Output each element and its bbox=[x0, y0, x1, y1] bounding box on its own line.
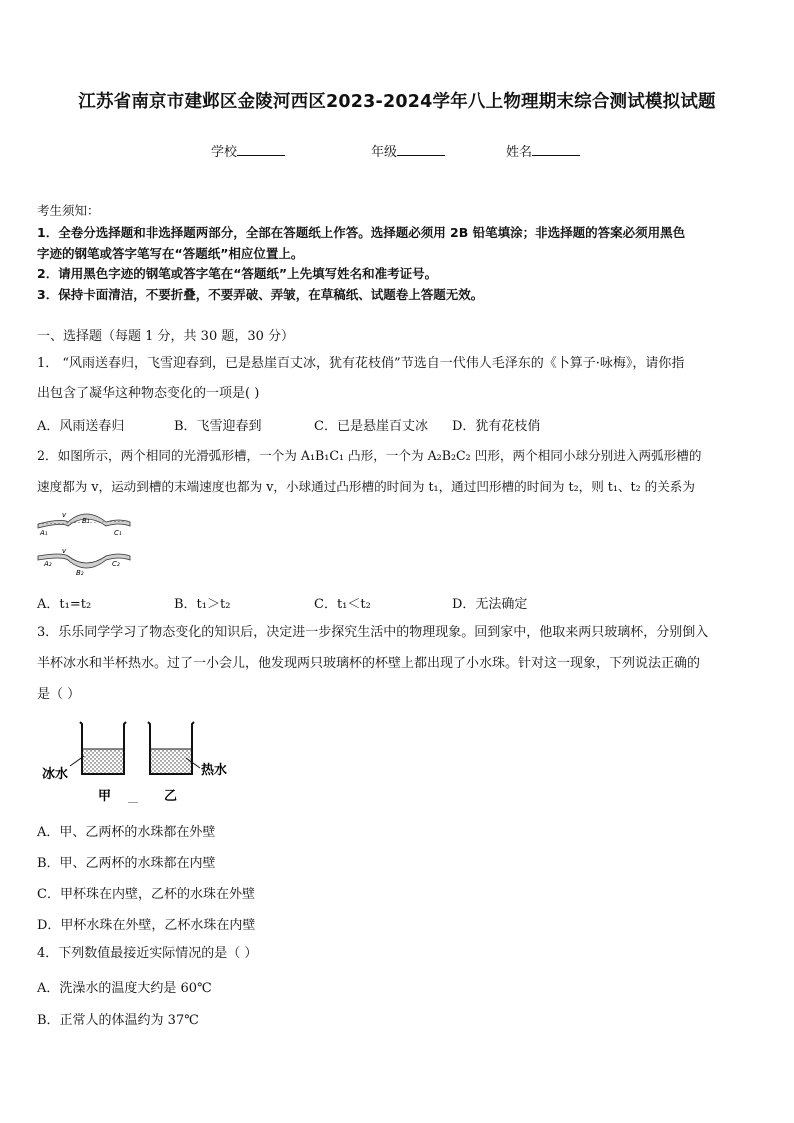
notice-item-1a: 1．全卷分选择题和非选择题两部分，全部在答题纸上作答。选择题必须用 2B 铅笔填涂；非选择题的答案必须用黑色 bbox=[37, 225, 686, 240]
fig-label-b1: B₁ bbox=[82, 517, 90, 525]
fig-label-b2: B₂ bbox=[76, 569, 84, 577]
q1-text-line2: 出包含了凝华这种物态变化的一项是( ) bbox=[37, 386, 260, 401]
q4-option-a[interactable]: A．洗澡水的温度大约是 60℃ bbox=[37, 981, 212, 996]
label-cup-yi: 乙 bbox=[164, 789, 178, 804]
q3-option-d[interactable]: D．甲杯水珠在外壁，乙杯水珠在内壁 bbox=[37, 918, 256, 933]
concave-groove bbox=[38, 547, 130, 577]
cup-yi bbox=[148, 722, 200, 774]
fig-label-a2: A₂ bbox=[44, 560, 52, 568]
fig-label-c1: C₁ bbox=[114, 529, 122, 537]
q2-option-c[interactable]: C．t₁＜t₂ bbox=[314, 597, 371, 612]
q2-text-line2: 速度都为 v，运动到槽的末端速度也都为 v，小球通过凸形槽的时间为 t₁，通过凹形槽的时间为 t₂，则 t₁、t₂ 的关系为 bbox=[37, 479, 695, 494]
grade-field[interactable] bbox=[371, 141, 445, 160]
q1-option-b[interactable]: B．飞雪迎春到 bbox=[174, 419, 262, 434]
q2-option-a[interactable]: A．t₁=t₂ bbox=[37, 597, 92, 612]
notice-item-2: 2．请用黑色字迹的钢笔或答字笔在“答题纸”上先填写姓名和准考证号。 bbox=[37, 266, 438, 281]
q1-option-d[interactable]: D．犹有花枝俏 bbox=[452, 419, 541, 434]
q3-option-a[interactable]: A．甲、乙两杯的水珠都在外壁 bbox=[37, 825, 216, 840]
q3-figure-cups bbox=[40, 716, 250, 808]
school-field[interactable] bbox=[211, 141, 285, 160]
convex-groove bbox=[38, 511, 130, 537]
q4-option-b[interactable]: B．正常人的体温约为 37℃ bbox=[37, 1013, 199, 1028]
q3-text-line2: 半杯冰水和半杯热水。过了一小会儿，他发现两只玻璃杯的杯壁上都出现了小水珠。针对这一现象，下列说法正确的 bbox=[37, 656, 701, 671]
fig-label-v1: v bbox=[62, 511, 67, 519]
q2-figure-troughs bbox=[34, 508, 134, 580]
notice-heading: 考生须知： bbox=[37, 203, 100, 218]
fig-label-c2: C₂ bbox=[112, 560, 120, 568]
label-ice-water: 冰水 bbox=[42, 767, 69, 782]
name-blank[interactable] bbox=[532, 143, 580, 156]
q2-option-b[interactable]: B．t₁＞t₂ bbox=[174, 597, 231, 612]
q2-text-line1: 2．如图所示，两个相同的光滑弧形槽，一个为 A₁B₁C₁ 凸形，一个为 A₂B₂C₂ 凹形，两个相同小球分别进入两弧形槽的 bbox=[37, 448, 702, 463]
q2-option-d[interactable]: D．无法确定 bbox=[452, 597, 528, 612]
notice-item-1b: 字迹的钢笔或答字笔写在“答题纸”相应位置上。 bbox=[37, 246, 304, 261]
q1-option-c[interactable]: C．已是悬崖百丈冰 bbox=[314, 419, 428, 434]
school-blank[interactable] bbox=[237, 143, 285, 156]
cup-jia bbox=[70, 722, 126, 774]
q3-text-line3: 是（ ） bbox=[37, 687, 81, 702]
section-heading: 一、选择题（每题 1 分，共 30 题，30 分） bbox=[37, 329, 295, 344]
q1-option-a[interactable]: A．风雨送春归 bbox=[37, 419, 125, 434]
notice-item-3: 3．保持卡面清洁，不要折叠，不要弄破、弄皱，在草稿纸、试题卷上答题无效。 bbox=[37, 287, 484, 302]
q3-option-c[interactable]: C．甲杯珠在内壁，乙杯的水珠在外壁 bbox=[37, 887, 255, 902]
q3-option-b[interactable]: B．甲、乙两杯的水珠都在内壁 bbox=[37, 856, 216, 871]
grade-blank[interactable] bbox=[397, 143, 445, 156]
fig-label-a1: A₁ bbox=[40, 529, 48, 537]
grade-label: 年级 bbox=[371, 145, 398, 160]
q4-text-line1: 4．下列数值最接近实际情况的是（ ） bbox=[37, 946, 258, 961]
q3-text-line1: 3．乐乐同学学习了物态变化的知识后，决定进一步探究生活中的物理现象。回到家中，他取来两只玻璃杯，分别倒入 bbox=[37, 625, 709, 640]
label-cup-jia: 甲 bbox=[98, 789, 112, 804]
school-label: 学校 bbox=[211, 145, 238, 160]
name-label: 姓名 bbox=[506, 145, 533, 160]
q1-text-line1: 1． “风雨送春归，飞雪迎春到，已是悬崖百丈冰，犹有花枝俏”节选自一代伟人毛泽东的《卜算子·咏梅》，请你指 bbox=[37, 356, 685, 371]
fig-label-v2: v bbox=[62, 547, 67, 555]
exam-title: 江苏省南京市建邺区金陵河西区2023-2024学年八上物理期末综合测试模拟试题 bbox=[78, 92, 716, 112]
name-field[interactable] bbox=[506, 141, 580, 160]
label-separator: ＿ bbox=[128, 794, 138, 805]
label-hot-water: 热水 bbox=[201, 763, 228, 778]
